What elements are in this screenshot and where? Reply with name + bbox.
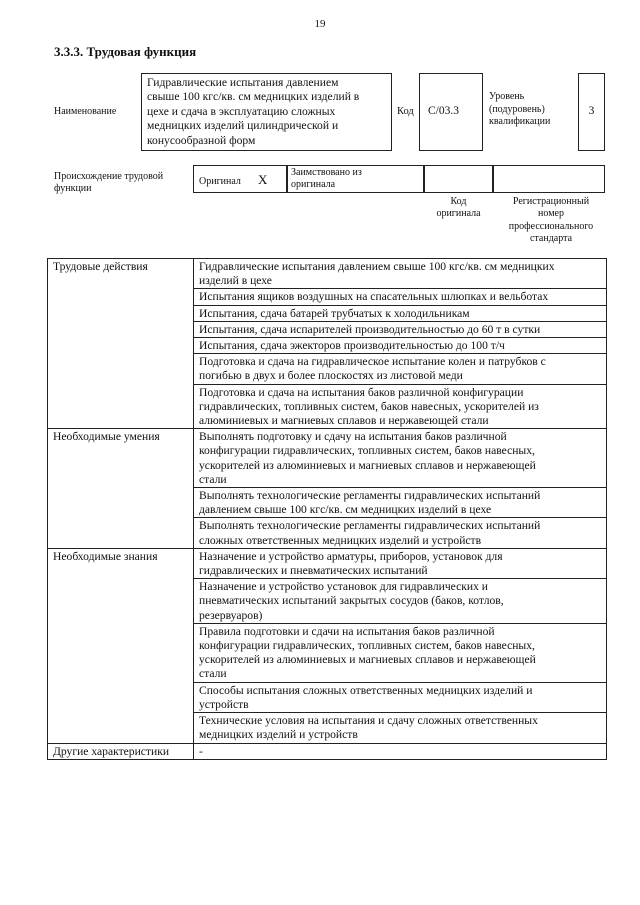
requirement-line: Выполнять технологические регламенты гидравлических испытаний (199, 489, 541, 503)
original-code-caption (424, 196, 493, 220)
requirement-line: давлением свыше 100 кгс/кв. см медницких изделий в цехе (199, 503, 492, 517)
requirement-line: гидравлических, топливных систем, баков навесных, ускорителей из (199, 399, 539, 413)
caption-line: Код (450, 196, 467, 207)
level-value: 3 (588, 105, 595, 117)
table-row (48, 259, 607, 289)
function-name-line: конусообразной форм (147, 133, 256, 147)
caption-line: номер (538, 208, 564, 220)
requirement-line: Подготовка и сдача на гидравлическое испытание колен и патрубков с (199, 355, 546, 369)
requirement-line: стали (199, 472, 227, 486)
requirement-cell (194, 488, 607, 518)
level-label-line: квалификации (489, 116, 551, 127)
requirement-line: конфигурации гидравлических, топливных систем, баков навесных, (199, 639, 535, 653)
requirement-cell (194, 548, 607, 578)
borrowed-label (291, 167, 362, 191)
section-title: Необходимые знания (48, 548, 194, 743)
caption-line: стандарта (529, 233, 573, 245)
requirement-line: погибью в двух и более плоскостях из листовой меди (199, 369, 463, 383)
requirement-line: Назначение и устройство арматуры, приборов, установок для (199, 549, 503, 563)
requirement-cell (194, 518, 607, 548)
table-row (48, 429, 607, 488)
requirement-cell (194, 259, 607, 289)
original-code-cell (424, 165, 493, 193)
code-value: C/03.3 (428, 105, 459, 117)
function-name-box (141, 73, 392, 151)
code-label: Код (397, 106, 414, 117)
requirement-line: Выполнять технологические регламенты гидравлических испытаний (199, 519, 541, 533)
section-heading: 3.3.3. Трудовая функция (54, 44, 197, 59)
table-row (48, 548, 607, 578)
requirement-line: Испытания ящиков воздушных на спасательных шлюпках и вельботах (199, 290, 549, 304)
origin-label-line: Происхождение трудовой (54, 171, 164, 182)
requirement-cell (194, 384, 607, 429)
requirement-line: ускорителей из алюминиевых и магниевых сплавов и нержавеющей (199, 458, 536, 472)
section-title: Другие характеристики (48, 743, 194, 759)
requirement-line: стали (199, 667, 227, 681)
level-label (489, 91, 550, 129)
section-title: Необходимые умения (48, 429, 194, 549)
caption-line: профессионального (508, 220, 594, 232)
requirement-line: пневматических испытаний закрытых сосудов (баков, котлов, (199, 594, 504, 608)
requirement-line: - (199, 744, 203, 758)
function-name-line: Гидравлические испытания давлением (147, 76, 339, 89)
function-name-line: цехе и сдача в эксплуатацию сложных (147, 104, 336, 118)
origin-label (54, 171, 163, 195)
requirement-cell (194, 354, 607, 384)
requirement-cell (194, 305, 607, 321)
requirement-line: алюминиевых и магниевых сплавов и нержавеющей стали (199, 414, 489, 428)
requirement-line: Испытания, сдача батарей трубчатых к холодильникам (199, 306, 470, 320)
requirement-cell (194, 338, 607, 354)
table-row (48, 743, 607, 759)
section-title: Трудовые действия (48, 259, 194, 429)
requirement-cell (194, 289, 607, 305)
requirement-line: Способы испытания сложных ответственных медницких изделий и (199, 683, 533, 697)
requirement-line: гидравлических и пневматических испытаний (199, 564, 428, 578)
registration-number-cell (493, 165, 605, 193)
origin-label-line: функции (54, 183, 92, 194)
registration-number-caption (495, 196, 607, 246)
requirement-line: устройств (199, 697, 249, 711)
original-mark: X (258, 172, 268, 187)
borrowed-label-line: Заимствовано из (291, 167, 362, 178)
requirement-cell (194, 743, 607, 759)
requirement-cell (194, 321, 607, 337)
borrowed-label-line: оригинала (291, 179, 336, 190)
requirement-line: Подготовка и сдача на испытания баков различной конфигурации (199, 385, 524, 399)
name-label: Наименование (54, 106, 117, 117)
requirement-line: ускорителей из алюминиевых и магниевых сплавов и нержавеющей (199, 653, 536, 667)
requirement-line: медницких изделий и устройств (199, 728, 358, 742)
requirement-cell (194, 623, 607, 682)
requirement-cell (194, 713, 607, 743)
requirement-cell (194, 429, 607, 488)
requirement-line: Технические условия на испытания и сдачу сложных ответственных (199, 714, 538, 728)
requirement-line: конфигурации гидравлических, топливных систем, баков навесных, (199, 444, 535, 458)
caption-line: оригинала (436, 208, 481, 219)
requirement-line: Испытания, сдача испарителей производительностью до 60 т в сутки (199, 322, 541, 336)
level-label-line: Уровень (489, 91, 525, 102)
requirement-line: изделий в цехе (199, 274, 272, 288)
original-label: Оригинал (199, 176, 241, 187)
requirements-table (47, 258, 607, 760)
requirement-line: Выполнять подготовку и сдачу на испытания баков различной (199, 430, 507, 444)
requirement-line: сложных ответственных медницких изделий и устройств (199, 533, 482, 547)
requirement-line: Назначение и устройство установок для гидравлических и (199, 580, 488, 594)
requirement-line: резервуаров) (199, 608, 263, 622)
requirement-line: Испытания, сдача эжекторов производительностью до 100 т/ч (199, 339, 505, 353)
requirement-cell (194, 682, 607, 712)
function-name-line: медницких изделий цилиндрической и (147, 119, 339, 133)
requirement-line: Правила подготовки и сдачи на испытания баков различной (199, 624, 495, 638)
page-number: 19 (314, 18, 326, 30)
caption-line: Регистрационный (512, 196, 590, 207)
requirement-line: Гидравлические испытания давлением свыше 100 кгс/кв. см медницких (199, 260, 555, 273)
requirement-cell (194, 579, 607, 624)
level-label-line: (подуровень) (489, 103, 545, 115)
function-name-line: свыше 100 кгс/кв. см медницких изделий в (147, 90, 360, 104)
